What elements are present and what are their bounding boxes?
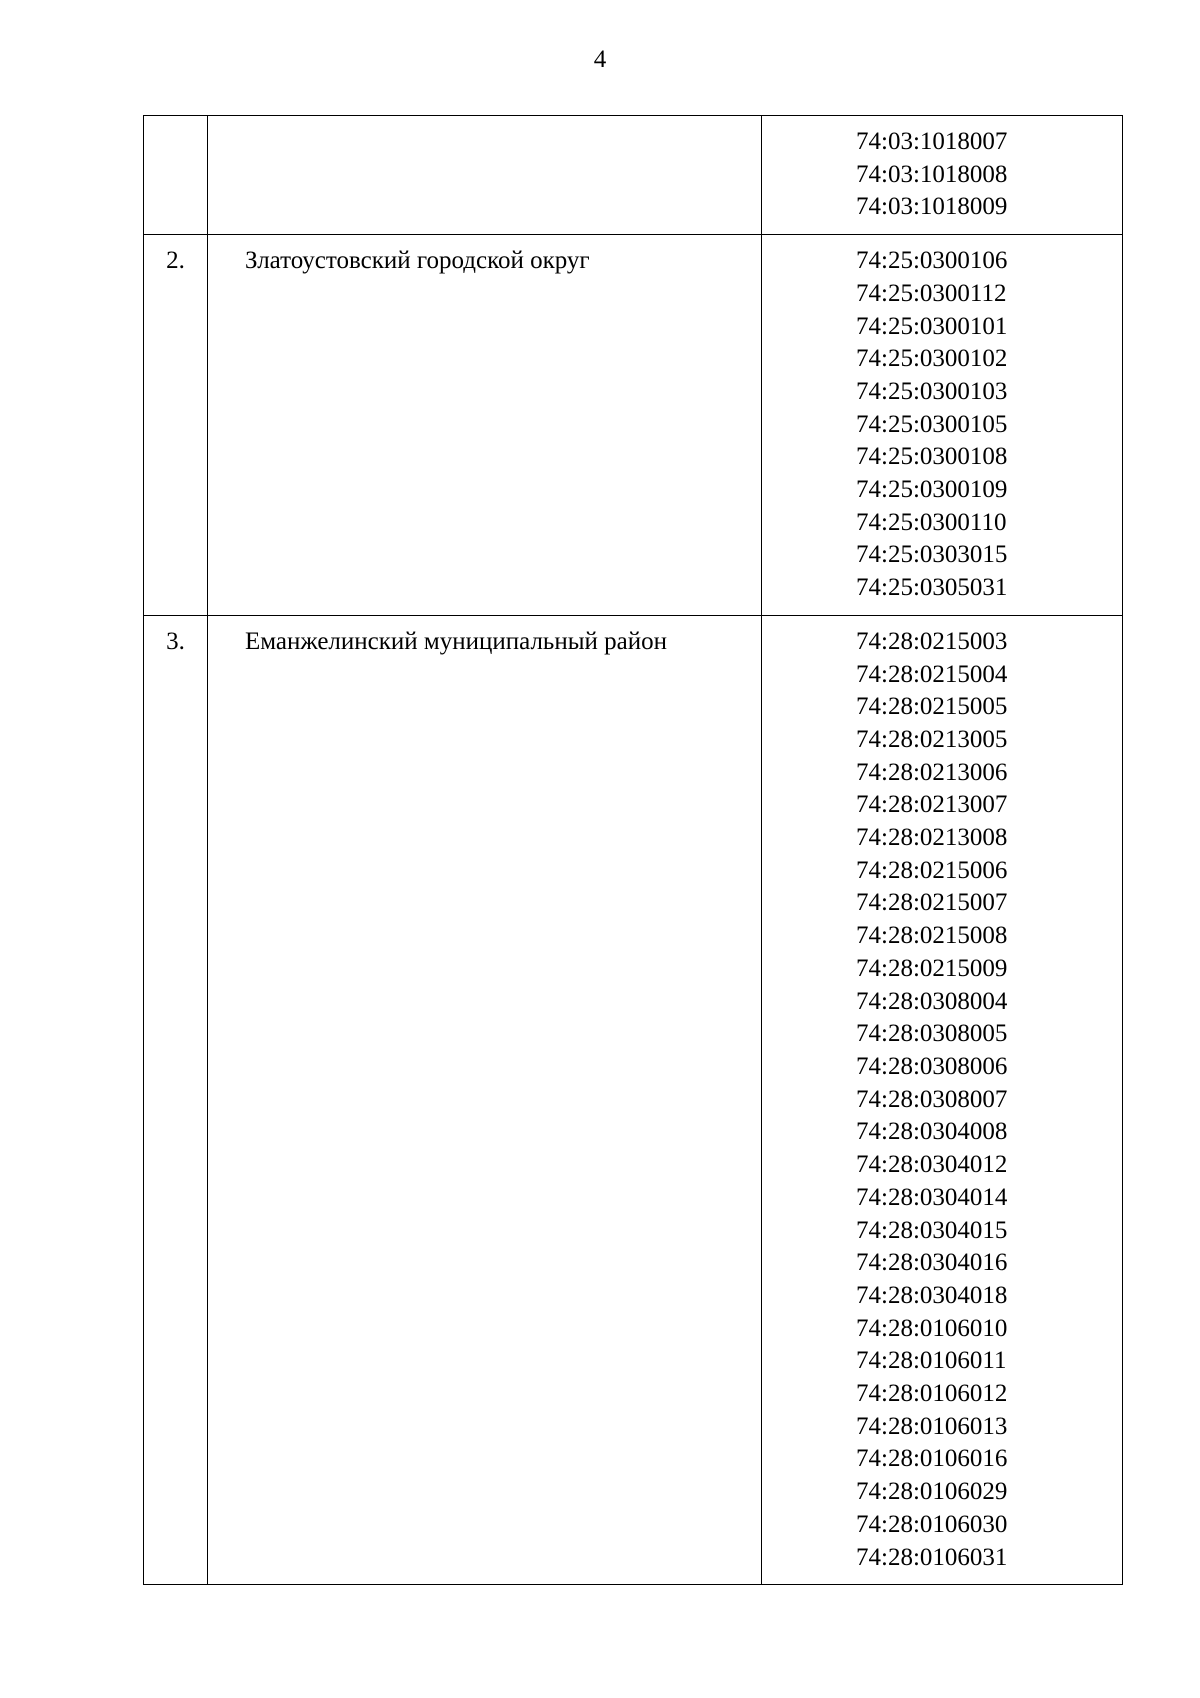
row-number: 3. [144,615,208,1584]
cadastral-code: 74:28:0304012 [856,1151,1008,1179]
row-number [144,116,208,235]
municipality-name: Еманжелинский муниципальный район [208,615,762,1584]
cadastral-code: 74:28:0106013 [856,1412,1008,1440]
cadastral-code: 74:25:0305031 [856,574,1008,602]
table-row [144,116,1123,235]
table-row [144,235,1123,616]
page-number: 4 [593,46,607,73]
cadastral-table [143,115,1123,1585]
cadastral-code: 74:28:0215006 [856,856,1008,884]
cadastral-code: 74:28:0215009 [856,954,1008,982]
cadastral-code: 74:28:0215008 [856,922,1008,950]
table-body [144,116,1123,1585]
cadastral-code: 74:28:0106010 [856,1314,1008,1342]
cadastral-code: 74:03:1018009 [856,193,1008,221]
cadastral-code: 74:25:0300102 [856,345,1008,373]
cadastral-code: 74:25:0300101 [856,312,1008,340]
cadastral-code: 74:25:0300106 [856,247,1008,275]
cadastral-codes-cell [762,235,1123,616]
cadastral-code: 74:28:0106029 [856,1478,1008,1506]
cadastral-code: 74:28:0213008 [856,824,1008,852]
cadastral-code: 74:28:0304015 [856,1216,1008,1244]
cadastral-code: 74:25:0303015 [856,541,1008,569]
cadastral-code: 74:28:0215005 [856,693,1008,721]
cadastral-code: 74:28:0106030 [856,1510,1008,1538]
cadastral-codes-cell [762,116,1123,235]
cadastral-code: 74:28:0215003 [856,627,1008,655]
cadastral-code: 74:28:0304018 [856,1281,1008,1309]
cadastral-code: 74:28:0308007 [856,1085,1008,1113]
cadastral-code: 74:03:1018008 [856,160,1008,188]
cadastral-code: 74:25:0300103 [856,377,1008,405]
cadastral-code: 74:28:0304008 [856,1118,1008,1146]
cadastral-codes-cell [762,615,1123,1584]
municipality-name: Златоустовский городской округ [208,235,762,616]
cadastral-code: 74:28:0106012 [856,1380,1008,1408]
cadastral-code: 74:25:0300105 [856,410,1008,438]
row-number: 2. [144,235,208,616]
table-row [144,615,1123,1584]
cadastral-code: 74:28:0213005 [856,725,1008,753]
cadastral-code: 74:25:0300109 [856,476,1008,504]
cadastral-code: 74:28:0308004 [856,987,1008,1015]
cadastral-code: 74:28:0213006 [856,758,1008,786]
cadastral-code: 74:28:0106011 [856,1347,1007,1375]
cadastral-code: 74:25:0300110 [856,508,1007,536]
cadastral-code: 74:28:0215004 [856,660,1008,688]
cadastral-code: 74:28:0106031 [856,1543,1008,1571]
cadastral-code: 74:28:0304014 [856,1183,1008,1211]
cadastral-code: 74:28:0106016 [856,1445,1008,1473]
cadastral-code: 74:25:0300108 [856,443,1008,471]
cadastral-code: 74:28:0215007 [856,889,1008,917]
cadastral-code: 74:25:0300112 [856,279,1007,307]
cadastral-code: 74:28:0213007 [856,791,1008,819]
cadastral-code: 74:03:1018007 [856,128,1008,155]
cadastral-code: 74:28:0304016 [856,1249,1008,1277]
cadastral-code: 74:28:0308006 [856,1052,1008,1080]
cadastral-code: 74:28:0308005 [856,1020,1008,1048]
municipality-name [208,116,762,235]
